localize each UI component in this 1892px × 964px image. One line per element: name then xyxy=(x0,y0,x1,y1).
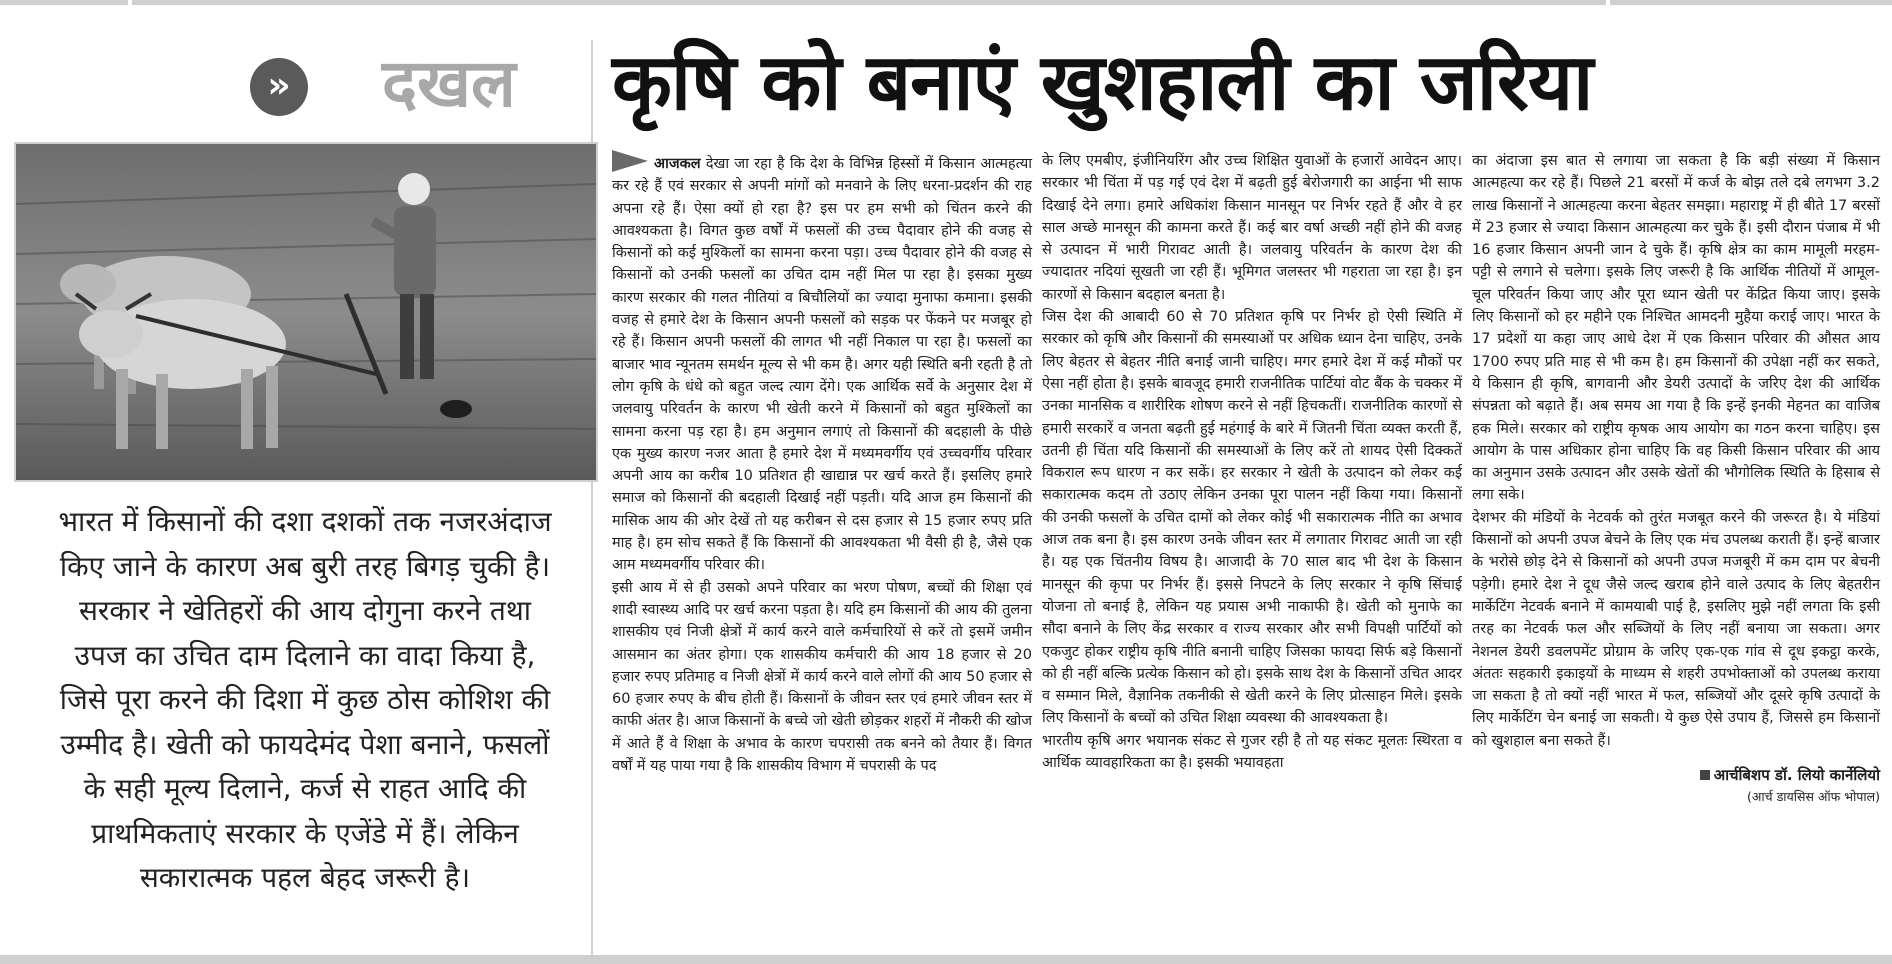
article-paragraph: का अंदाजा इस बात से लगाया जा सकता है कि बड़ी संख्या में किसान आत्महत्या कर रहे हैं। पिछले 21 बरसों में कर्ज के बोझ तले दबे लगभग 3.2 लाख किसानों ने आत्महत्या करना बेहतर समझा। महाराष्ट्र में ही बीते 17 बरसों में 23 हजार से ज्यादा किसान आत्महत्या कर चुके हैं। इसी दौरान पंजाब में भी 16 हजार किसान अपनी जान दे चुके हैं। कृषि क्षेत्र का काम मामूली मरहम-पट्टी से लगाने से चलेगा। इसके लिए जरूरी है कि आर्थिक नीतियों में आमूल-चूल परिवर्तन किया जाए और पूरा ध्यान खेती पर केंद्रित किया जाए। इसके लिए किसानों को हर महीने एक निश्चित आमदनी मुहैया कराई जाए। भारत के 17 प्रदेशों या कहा जाए आधे देश में एक किसान परिवार की औसत आय 1700 रुपए प्रति माह से भी कम है। हम किसानों की उपेक्षा नहीं कर सकते, ये किसान ही कृषि, बागवानी और डेयरी उत्पादों के जरिए देश की आर्थिक संपन्नता को बढ़ाते हैं। अब समय आ गया है कि इन्हें इनकी मेहनत का वाजिब हक मिले। सरकार को राष्ट्रीय कृषक आय आयोग का गठन करना चाहिए। इस आयोग के पास अधिकार होना चाहिए कि वह किसी किसान परिवार की आय का अनुमान उसके उत्पादन और उसके खेतों की भौगोलिक स्थिति के हिसाब से लगा सके। xyxy=(1472,153,1880,504)
author-name: आर्चबिशप डॉ. लियो कार्नेलियो xyxy=(1713,766,1880,785)
article-paragraph: के लिए एमबीए, इंजीनियरिंग और उच्च शिक्षित युवाओं के हजारों आवेदन आए। सरकार भी चिंता में पड़ गई एवं देश में बढ़ती हुई बेरोजगारी का आईना भी साफ दिखाई देने लगा। हमारे अधिकांश किसान मानसून पर निर्भर रहते हैं और वे हर साल अच्छे मानसून की कामना करते हैं। कई बार वर्षा अच्छी नहीं होने की वजह से उत्पादन में भारी गिरावट आती है। जलवायु परिवर्तन के कारण देश की ज्यादातर नदियां सूखती जा रही हैं। भूमिगत जलस्तर भी गहराता जा रहा है। इन कारणों से किसान बदहाल बनता है। xyxy=(1042,153,1462,303)
author-byline xyxy=(1472,764,1880,786)
article-text: देखा जा रहा है कि देश के विभिन्न हिस्सों में किसान आत्महत्या कर रहे हैं एवं सरकार से अपनी मांगों को मनवाने के लिए धरना-प्रदर्शन की राह अपना रहे हैं। ऐसा क्यों हो रहा है? इस पर हम सभी को चिंतन करने की आवश्यकता है। विगत कुछ वर्षों में फसलों की उच्च पैदावार होने की वजह से किसानों को कई मुश्किलों का सामना करना पड़ा। उच्च पैदावार होने की वजह से किसानों को उनकी फसलों का उचित दाम नहीं मिल पा रहा है। इसका मुख्य कारण सरकार की गलत नीतियां व बिचौलियों का ज्यादा मुनाफा कमाना। इसकी वजह से हमारे देश के किसान अपनी फसलों को सड़क पर फेंकने पर मजबूर हो रहे हैं। किसान अपनी फसलों की लागत भी नहीं निकाल पा रहा है। फसलों का बाजार भाव न्यूनतम समर्थन मूल्य से भी कम है। अगर यही स्थिति बनी रहती है तो लोग कृषि के धंधे को बहुत जल्द त्याग देंगे। एक आर्थिक सर्वे के अनुसार देश में जलवायु परिवर्तन के कारण भी खेती करने में किसानों को बहुत मुश्किलों का सामना करना पड़ रहा है। हम अनुमान लगाएं तो किसानों की बदहाली के पीछे एक मुख्य कारण नजर आता है हमारे देश में मध्यमवर्गीय एवं उच्चवर्गीय परिवार अपनी आय का करीब 10 प्रतिशत ही खाद्यान्न पर खर्च करते हैं। इसलिए हमारे समाज को किसानों की बदहाली दिखाई नहीं पड़ती। यदि आज हम किसानों की मासिक आय की ओर देखें तो यह करीबन से दस हजार से 15 हजार रुपए प्रति माह है। हम सोच सकते हैं कि किसानों की आवश्यकता भी वैसी ही है, जैसे एक आम मध्यमवर्गीय परिवार की। xyxy=(612,156,1032,574)
section-kicker: दखल xyxy=(382,45,516,122)
standfirst-summary: भारत में किसानों की दशा दशकों तक नजरअंदाज किए जाने के कारण अब बुरी तरह बिगड़ चुकी है। सरकार ने खेतिहरों की आय दोगुना करने तथा उपज का उचित दाम दिलाने का वादा किया है, जिसे पूरा करने की दिशा में कुछ ठोस कोशिश की उम्मीद है। खेती को फायदेमंद पेशा बनाने, फसलों के सही मूल्य दिलाने, कर्ज से राहत आदि की प्राथमिकताएं सरकार के एजेंडे में हैं। लेकिन सकारात्मक पहल बेहद जरूरी है। xyxy=(58,505,552,894)
double-chevron-right-icon: » xyxy=(250,58,308,116)
article-column-1 xyxy=(612,150,1032,777)
article-paragraph: इसी आय में से ही उसको अपने परिवार का भरण पोषण, बच्चों की शिक्षा एवं शादी स्वास्थ्य आदि पर खर्च करना पड़ता है। यदि हम किसानों की आय की तुलना शासकीय एवं निजी क्षेत्रों में कार्य करने वाले कर्मचारियों से करें तो इसमें जमीन आसमान का अंतर होगा। एक शासकीय कर्मचारी की आय 18 हजार से 20 हजार रुपए प्रतिमाह व निजी क्षेत्रों में कार्य करने वाले लोगों की आय 50 हजार से 60 हजार रुपए के बीच होती हैं। किसानों के जीवन स्तर एवं हमारे जीवन स्तर में काफी अंतर है। आज किसानों के बच्चे जो खेती छोड़कर शहरों में नौकरी की खोज में आते हैं वे शिक्षा के अभाव के कारण चपरासी तक बनने को तैयार हैं। विगत वर्षों में यह पाया गया है कि शासकीय विभाग में चपरासी के पद xyxy=(612,579,1032,775)
article-paragraph: देशभर की मंडियों के नेटवर्क को तुरंत मजबूत करने की जरूरत है। ये मंडियां किसानों को अपनी उपज बेचने के लिए एक मंच उपलब्ध कराती हैं। इन्हें बाजार के भरोसे छोड़ देने से किसानों को अपनी उपज मजबूरी में कम दाम पर बेचनी पड़ेगी। हमारे देश ने दूध जैसे जल्द खराब होने वाले उत्पाद के लिए बेहतरीन मार्केटिंग नेटवर्क बनाने में कामयाबी पाई है, इसलिए मुझे नहीं लगता कि इसी तरह का नेटवर्क फल और सब्जियों के लिए नहीं बनाया जा सकता। अगर नेशनल डेयरी डवलपमेंट प्रोग्राम के जरिए एक-एक गांव से दूध इकट्ठा करके, अंततः सहकारी इकाइयों के माध्यम से शहरी उपभोक्ताओं को उपलब्ध कराया जा सकता है तो क्यों नहीं भारत में फल, सब्जियों और दूसरे कृषि उत्पादों के लिए मार्केटिंग चेन बनाई जा सकती। ये कुछ ऐसे उपाय हैं, जिससे हम किसानों को खुशहाल बना सकते हैं। xyxy=(1472,509,1880,749)
square-bullet-icon xyxy=(1700,770,1710,780)
article-paragraph: भारतीय कृषि अगर भयानक संकट से गुजर रही है तो यह संकट मूलतः स्थिरता व आर्थिक व्यावहारिकता का है। इसकी भयावहता xyxy=(1042,732,1462,772)
article-column-2 xyxy=(1042,150,1462,774)
arrow-marker-icon xyxy=(612,150,648,172)
lead-word: आजकल xyxy=(654,156,701,172)
article-column-3 xyxy=(1472,150,1880,809)
author-affiliation: (आर्च डायसिस ऑफ भोपाल) xyxy=(1747,789,1880,805)
article-paragraph xyxy=(612,150,1032,577)
article-paragraph: जिस देश की आबादी 60 से 70 प्रतिशत कृषि पर निर्भर हो ऐसी स्थिति में सरकार को कृषि और किसानों की समस्याओं पर अधिक ध्यान देना चाहिए, उनके लिए बेहतर से बेहतर नीति बनाई जानी चाहिए। मगर हमारे देश में कई मौकों पर ऐसा नहीं होता है। इसके बावजूद हमारी राजनीतिक पार्टियां वोट बैंक के चक्कर में उनका मानसिक व शारीरिक शोषण करने से नहीं हिचकतीं। राजनीतिक कारणों से हमारी सरकारें व जनता बढ़ती हुई महंगाई के बारे में जितनी चिंता व्यक्त करती हैं, उतनी ही चिंता यदि किसानों की समस्याओं के लिए करें तो शायद ऐसी दिक्कतें विकराल रूप धारण न कर सकें। हर सरकार ने खेती के उत्पादन को लेकर कई सकारात्मक कदम तो उठाए लेकिन उनका पूरा पालन नहीं किया गया। किसानों की उनकी फसलों के उचित दामों को लेकर कोई भी सकारात्मक नीति का अभाव आज तक बना है। इस कारण उनके जीवन स्तर में लगातार गिरावट आती जा रही है। यह एक चिंतनीय विषय है। आजादी के 70 साल बाद भी देश के किसान मानसून की कृपा पर निर्भर हैं। इससे निपटने के लिए सरकार ने कृषि सिंचाई योजना तो बनाई है, लेकिन यह प्रयास अभी नाकाफी है। खेती को मुनाफे का सौदा बनाने के लिए केंद्र सरकार व राज्य सरकार और सभी विपक्षी पार्टियों को एकजुट होकर राष्ट्रीय कृषि नीति बनानी चाहिए जिसका फायदा सिर्फ बड़े किसानों को ही नहीं बल्कि प्रत्येक किसान को हो। इसके साथ देश के किसानों उचित आदर व सम्मान मिले, वैज्ञानिक तकनीकी से खेती करने के लिए प्रोत्साहन मिले। इसके लिए किसानों के बच्चों को उचित शिक्षा व्यवस्था की आवश्यकता है। xyxy=(1042,309,1462,727)
page-title: कृषि को बनाएं खुशहाली का जरिया xyxy=(612,38,1593,128)
top-rule xyxy=(0,0,1892,5)
farmer-with-oxen-plough-photo xyxy=(14,142,598,482)
bottom-rule xyxy=(0,955,1892,964)
